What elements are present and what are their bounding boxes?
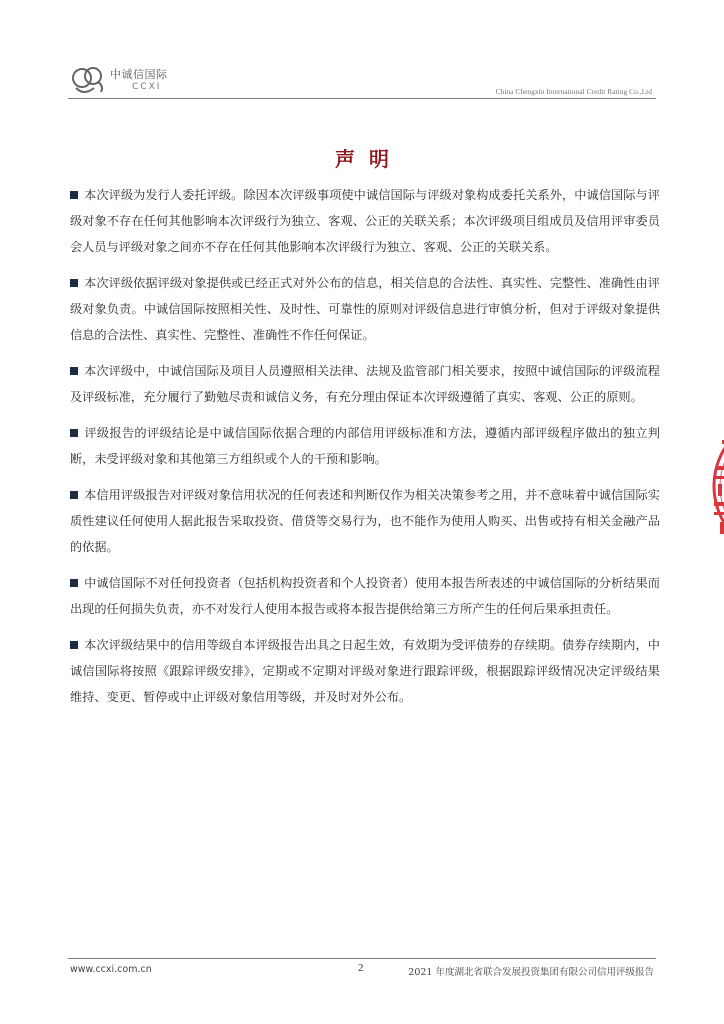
- logo-mark-icon: [70, 62, 108, 98]
- square-bullet-icon: [70, 429, 78, 437]
- paragraph-text: 本次评级依据评级对象提供或已经正式对外公布的信息，相关信息的合法性、真实性、完整性、准确性由评级对象负责。中诚信国际按照相关性、及时性、可靠性的原则对评级信息进行审慎分析，但对于评级对象提供信息的合法性、真实性、完整性、准确性不作任何保证。: [70, 276, 660, 342]
- statement-paragraph: [70, 182, 660, 260]
- header-company-name: China Chengxin International Credit Rating Co.,Ltd: [495, 87, 652, 96]
- square-bullet-icon: [70, 279, 78, 287]
- statement-paragraph: [70, 270, 660, 348]
- paragraph-text: 中诚信国际不对任何投资者（包括机构投资者和个人投资者）使用本报告所表述的中诚信国际的分析结果而出现的任何损失负责，亦不对发行人使用本报告或将本报告提供给第三方所产生的任何后果承担责任。: [70, 576, 660, 616]
- statement-paragraph: [70, 482, 660, 560]
- square-bullet-icon: [70, 579, 78, 587]
- square-bullet-icon: [70, 367, 78, 375]
- page-number: 2: [358, 962, 364, 974]
- logo-chinese-name: 中诚信国际: [110, 68, 168, 81]
- header-divider: [68, 98, 656, 99]
- footer-divider: [68, 958, 656, 959]
- paragraph-text: 本次评级为发行人委托评级。除因本次评级事项使中诚信国际与评级对象构成委托关系外，中诚信国际与评级对象不存在任何其他影响本次评级行为独立、客观、公正的关联关系；本次评级项目组成员及信用评审委员会人员与评级对象之间亦不存在任何其他影响本次评级行为独立、客观、公正的关联关系。: [70, 188, 660, 254]
- page-title: 声明: [335, 147, 403, 171]
- paragraph-text: 本次评级结果中的信用等级自本评级报告出具之日起生效，有效期为受评债券的存续期。债券存续期内，中诚信国际将按照《跟踪评级安排》，定期或不定期对评级对象进行跟踪评级，根据跟踪评级情况决定评级结果维持、变更、暂停或中止评级对象信用等级，并及时对外公布。: [70, 638, 660, 704]
- statement-body: [70, 182, 660, 720]
- paragraph-text: 本次评级中，中诚信国际及项目人员遵照相关法律、法规及监管部门相关要求，按照中诚信国际的评级流程及评级标准，充分履行了勤勉尽责和诚信义务，有充分理由保证本次评级遵循了真实、客观、公正的原则。: [70, 364, 660, 404]
- company-seal-stamp: [706, 406, 724, 566]
- paragraph-text: 本信用评级报告对评级对象信用状况的任何表述和判断仅作为相关决策参考之用，并不意味着中诚信国际实质性建议任何使用人据此报告采取投资、借贷等交易行为，也不能作为使用人购买、出售或持有相关金融产品的依据。: [70, 488, 660, 554]
- footer-report-title: 2021 年度湖北省联合发展投资集团有限公司信用评级报告: [408, 967, 654, 978]
- statement-paragraph: [70, 358, 660, 410]
- ccxi-logo: [70, 62, 180, 102]
- logo-english-name: CCXI: [132, 82, 162, 92]
- statement-paragraph: [70, 570, 660, 622]
- square-bullet-icon: [70, 491, 78, 499]
- statement-paragraph: [70, 420, 660, 472]
- footer-website: www.ccxi.com.cn: [70, 964, 152, 975]
- square-bullet-icon: [70, 191, 78, 199]
- square-bullet-icon: [70, 641, 78, 649]
- statement-paragraph: [70, 632, 660, 710]
- paragraph-text: 评级报告的评级结论是中诚信国际依据合理的内部信用评级标准和方法，遵循内部评级程序做出的独立判断，未受评级对象和其他第三方组织或个人的干预和影响。: [70, 426, 660, 466]
